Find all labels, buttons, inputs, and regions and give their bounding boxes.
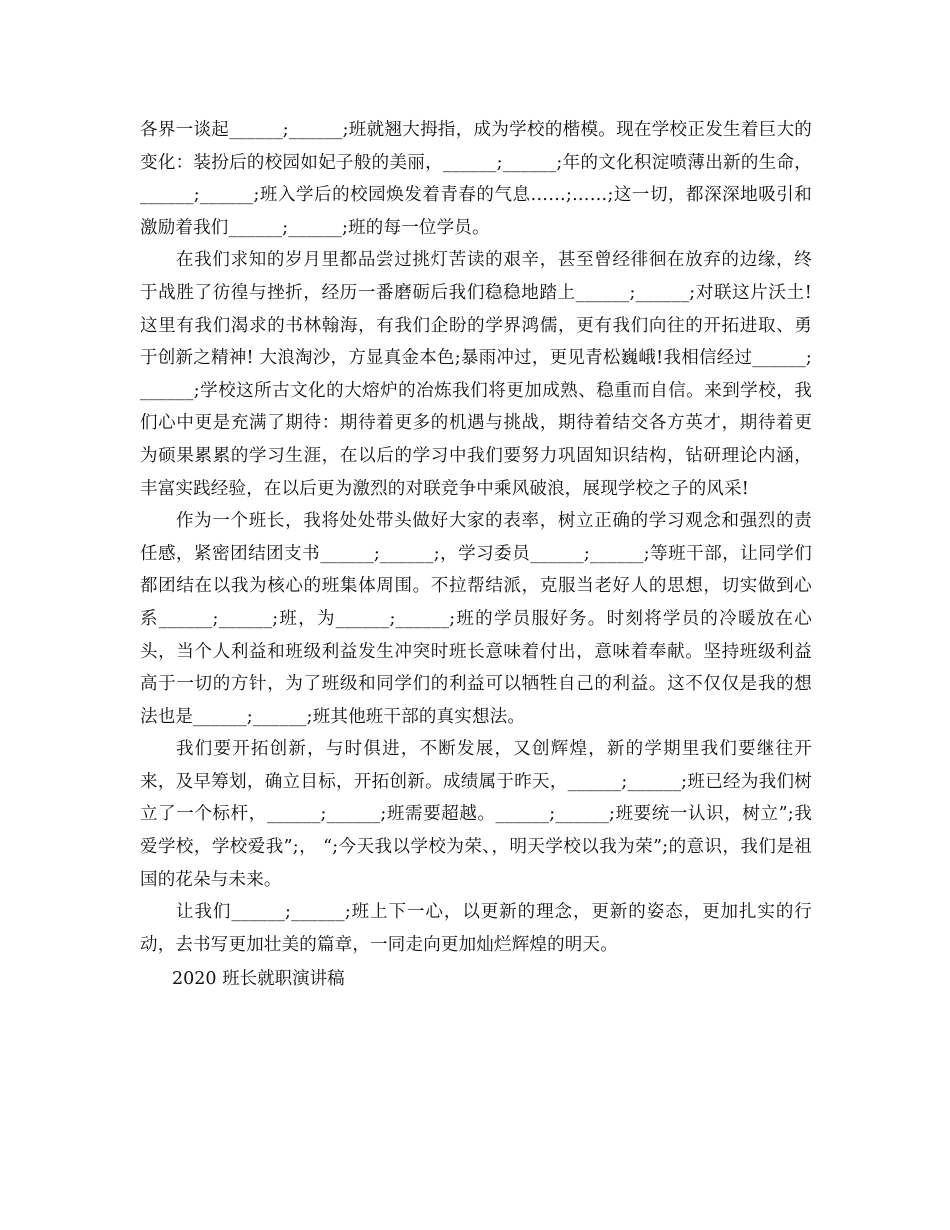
paragraph-4: 我们要开拓创新，与时俱进，不断发展，又创辉煌，新的学期里我们要继往开来，及早筹划，确立目标，开拓创新。成绩属于昨天，______;______;班已经为我们树立了一个标杆，______;______;班需要超越。______;______;班要统一认识，树立”;我爱学校，学校爱我”;， “;今天我以学校为荣、，明天学校以我为荣”;的意识，我们是祖国的花朵与未来。 (140, 739, 812, 890)
paragraph-5: 让我们______;______;班上下一心，以更新的理念，更新的姿态，更加扎实的行动，去书写更加壮美的篇章，一同走向更加灿烂辉煌的明天。 (140, 902, 812, 955)
document-caption: 2020 班长就职演讲稿 (172, 969, 345, 990)
document-body (140, 114, 812, 996)
paragraph-1: 各界一谈起______;______;班就翘大拇指，成为学校的楷模。现在学校正发生着巨大的变化：装扮后的校园如妃子般的美丽，______;______;年的文化积淀喷薄出新的生命，______;______;班入学后的校园焕发着青春的气息……;……;这一切，都深深地吸引和激励着我们______;______;班的每一位学员。 (140, 120, 812, 238)
paragraph-3: 作为一个班长，我将处处带头做好大家的表率，树立正确的学习观念和强烈的责任感，紧密团结团支书______;______;，学习委员______;______;等班干部，让同学们都团结在以我为核心的班集体周围。不拉帮结派，克服当老好人的思想，切实做到心系______;______;班，为______;______;班的学员服好务。时刻将学员的冷暖放在心头，当个人利益和班级利益发生冲突时班长意味着付出，意味着奉献。坚持班级利益高于一切的方针，为了班级和同学们的利益可以牺牲自己的利益。这不仅仅是我的想法也是______;______;班其他班干部的真实想法。 (140, 511, 812, 727)
paragraph-2: 在我们求知的岁月里都品尝过挑灯苦读的艰辛，甚至曾经徘徊在放弃的边缘，终于战胜了彷徨与挫折，经历一番磨砺后我们稳稳地踏上______;______;对联这片沃土!这里有我们渴求的书林翰海，有我们企盼的学界鸿儒，更有我们向往的开拓进取、勇于创新之精神! 大浪淘沙，方显真金本色;暴雨冲过，更见青松巍峨!我相信经过______;______;学校这所古文化的大熔炉的冶炼我们将更加成熟、稳重而自信。来到学校，我们心中更是充满了期待：期待着更多的机遇与挑战，期待着结交各方英才，期待着更为硕果累累的学习生涯，在以后的学习中我们要努力巩固知识结构，钻研理论内涵，丰富实践经验，在以后更为激烈的对联竞争中乘风破浪，展现学校之子的风采! (140, 250, 812, 499)
